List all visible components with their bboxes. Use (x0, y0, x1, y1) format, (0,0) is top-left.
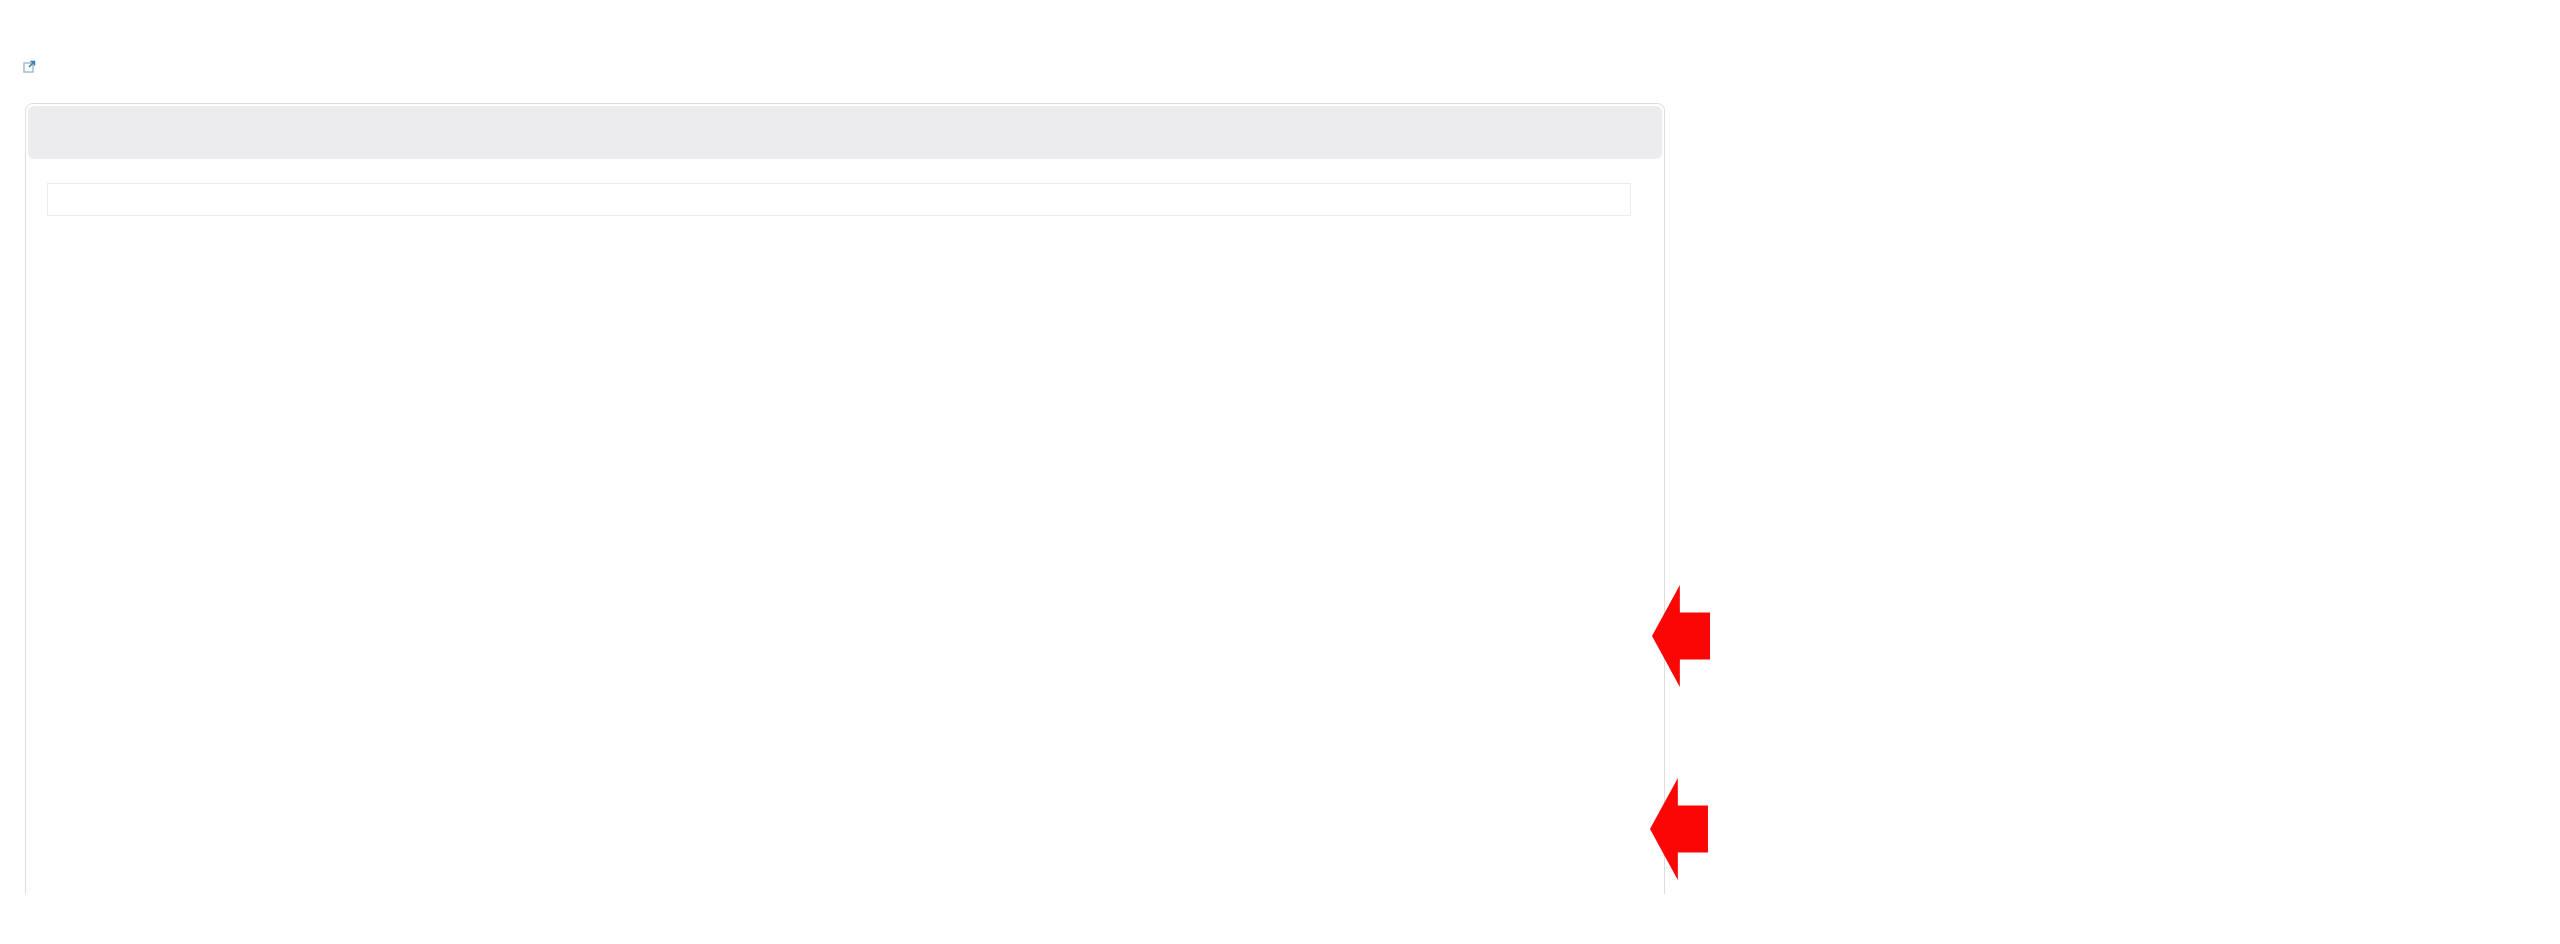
table-header-row (47, 183, 1631, 216)
external-link-icon (23, 59, 36, 77)
profile-views-tab-panel (25, 103, 1665, 894)
page-title (18, 6, 28, 38)
tab-strip (28, 106, 1662, 159)
intro-line (18, 58, 38, 77)
